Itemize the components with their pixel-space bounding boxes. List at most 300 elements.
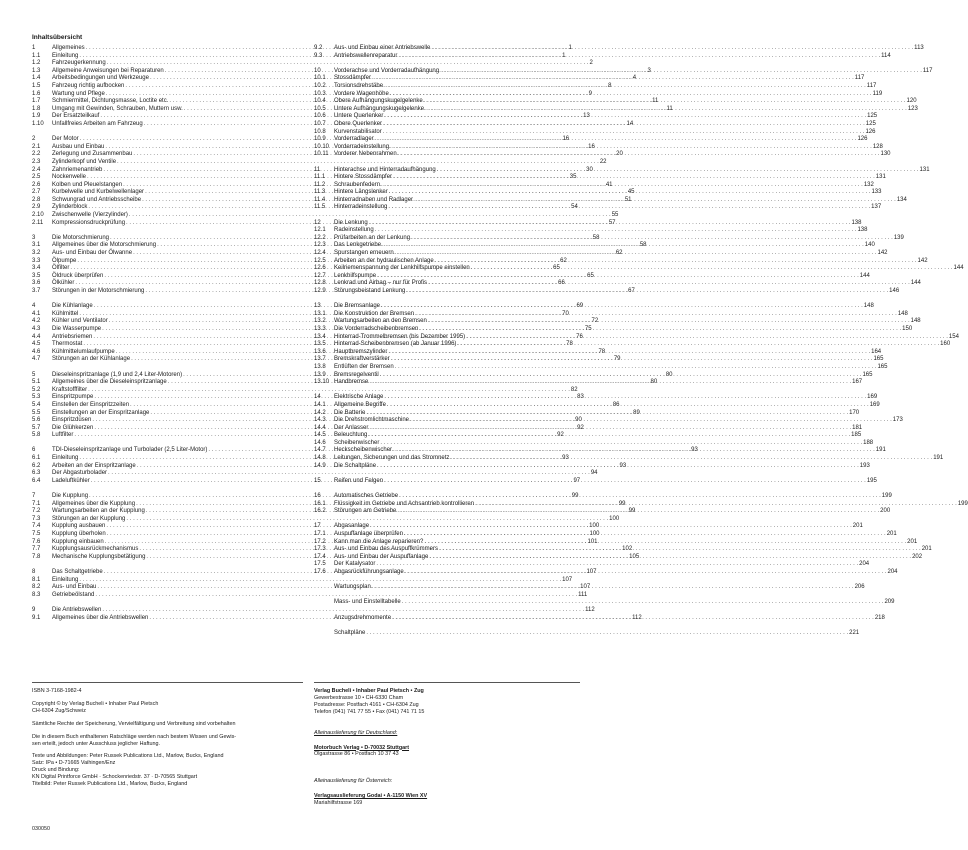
toc-entry-title: Die Motorschmierung — [52, 234, 110, 241]
toc-entry-title: Obere Aufhängungskugelgelenke — [334, 98, 423, 105]
toc-entry-title: Zylinderkopf und Ventile — [52, 158, 117, 165]
toc-entry-number: 1.7 — [32, 98, 41, 105]
toc-entry-page: 125 — [865, 120, 876, 127]
toc-entry-page: 80 — [650, 379, 658, 386]
toc-entry-number: 1 — [32, 45, 36, 51]
toc-entry-number: 2.10 — [32, 212, 44, 219]
toc-entry-title: Vorderachse und Vorderradaufhängung — [334, 67, 440, 74]
toc-entry-page: 204 — [887, 568, 898, 575]
toc-entry-number: 10.11 — [314, 151, 329, 158]
page-title: Inhaltsübersicht — [32, 34, 83, 41]
toc-entry-number: 2.4 — [32, 166, 41, 173]
toc-entry-number: 4.3 — [32, 325, 41, 332]
toc-entry-title: Aus- und Einbau der Ölwanne — [52, 250, 133, 257]
toc-entry-page: 105 — [629, 553, 640, 560]
toc-entry-number: 12.1 — [314, 227, 326, 234]
toc-entry-title: Zahnriemenantrieb — [52, 166, 103, 173]
toc-entry-number: 11.3 — [314, 189, 326, 196]
toc-entry-title: Einspritzdüsen — [52, 417, 92, 424]
divider-right — [314, 682, 580, 683]
toc-entry-title: Ladeluftkühler — [52, 477, 90, 484]
toc-entry — [314, 227, 868, 235]
toc-entry-page: 133 — [871, 189, 882, 196]
toc-entry-number: 11 — [314, 166, 321, 173]
toc-entry-number: 13.8 — [314, 363, 326, 370]
toc-leader-dots — [387, 402, 869, 410]
toc-entry-page: 8 — [608, 82, 612, 89]
toc-entry-page: 119 — [872, 90, 883, 97]
toc-entry-title: Wartungsplan — [334, 584, 371, 591]
toc-entry-page: 9 — [588, 90, 592, 97]
toc-entry-page: 200 — [880, 508, 891, 515]
toc-leader-dots — [393, 447, 875, 455]
toc-entry-number: 3.1 — [32, 242, 41, 249]
toc-entry-title: Ölfilter — [52, 265, 70, 272]
toc-entry-number: 12.2 — [314, 234, 326, 241]
toc-entry-page: 160 — [940, 341, 951, 348]
toc-entry-page: 137 — [871, 204, 882, 211]
toc-entry-title: Mass- und Einstelltabelle — [334, 599, 401, 606]
toc-entry-title: Allgemeine Begriffe — [334, 401, 386, 408]
toc-entry-page: 86 — [612, 401, 620, 408]
toc-entry-number: 13.2 — [314, 318, 326, 325]
toc-entry-number: 12.4 — [314, 250, 326, 257]
toc-entry-page: 16 — [588, 143, 595, 150]
toc-leader-dots — [392, 615, 874, 623]
disclaimer: Die in diesem Buch enthaltenen Ratschläge werden nach bestem Wissen und Gewis- sen erteilt, jedoch unter Ausschluss jeglicher Haftung. — [32, 733, 237, 747]
toc-entry-page: 13 — [583, 113, 590, 120]
toc-entry-number: 5 — [32, 371, 36, 378]
toc-entry — [32, 158, 607, 167]
toc-entry-page: 79 — [613, 356, 621, 363]
toc-entry-title: Radeinstellung — [334, 227, 374, 234]
toc-entry-number: 14.3 — [314, 417, 326, 424]
toc-entry-title: Der Ersatzteilkauf — [52, 113, 100, 120]
toc-leader-dots — [405, 569, 887, 577]
toc-entry-title: Der Anlasser — [334, 424, 369, 431]
toc-entry-number: 14.4 — [314, 424, 326, 431]
toc-entry-page: 65 — [587, 272, 594, 279]
toc-entry-title: Ausbau und Einbau — [52, 143, 105, 150]
toc-leader-dots — [381, 182, 863, 190]
toc-entry-number: 10.6 — [314, 113, 326, 120]
toc-entry-page: 99 — [618, 500, 626, 507]
toc-entry-page: 16 — [562, 136, 570, 143]
toc-entry-page: 92 — [577, 424, 584, 431]
toc-leader-dots — [375, 136, 857, 144]
toc-entry — [32, 576, 573, 585]
toc-leader-dots — [377, 273, 859, 281]
toc-entry-page: 218 — [874, 614, 885, 621]
toc-entry-page: 30 — [586, 166, 593, 173]
toc-entry-number: 14.6 — [314, 439, 326, 446]
toc-entry-title: Öldruck überprüfen — [52, 272, 104, 279]
toc-entry-page: 101 — [587, 538, 598, 545]
toc-entry-number: 12.6 — [314, 265, 326, 272]
toc-entry-title: Aus- und Einbau — [52, 584, 97, 591]
toc-entry-number: 2.6 — [32, 181, 41, 188]
imprint-left — [32, 688, 307, 788]
toc-entry-number: 17.2 — [314, 538, 326, 545]
toc-entry-title: Einleitung — [52, 455, 79, 462]
toc-entry-number: 6.2 — [32, 462, 41, 469]
toc-entry-page: 58 — [639, 242, 647, 249]
toc-leader-dots — [415, 311, 897, 319]
toc-entry-title: Untere Aufhängungskugelgelenke — [334, 105, 425, 112]
toc-entry-number — [314, 599, 334, 607]
toc-entry-page: 94 — [590, 470, 598, 477]
toc-entry-page: 3 — [647, 67, 651, 74]
toc-entry-page: 114 — [881, 52, 891, 59]
toc-entry-title: Mechanische Kupplungsbetätigung — [52, 553, 146, 560]
toc-entry-title: Fahrzeug richtig aufbocken — [52, 82, 125, 89]
toc-entry-title: Anzugsdrehmomente — [334, 614, 392, 621]
toc-entry — [314, 90, 883, 99]
toc-entry-title: Kühlmittelumlaufpumpe — [52, 348, 115, 355]
toc-entry-title: Kupplungsausrückmechanismus — [52, 546, 139, 553]
toc-entry — [32, 606, 595, 615]
toc-entry-number: 13.4 — [314, 333, 326, 340]
toc-entry-title: Nockenwelle — [52, 174, 87, 181]
toc-entry-title: Störungen an der Kühlanlage — [52, 356, 131, 363]
toc-entry-number: 1.3 — [32, 67, 41, 74]
toc-entry-title: Wartungsarbeiten an der Kupplung — [52, 508, 145, 515]
toc-leader-dots — [366, 410, 848, 418]
toc-entry-title: Vorderradeinstellung — [334, 143, 390, 150]
toc-entry-number: 12.3 — [314, 242, 326, 249]
toc-entry-number: 1.1 — [32, 52, 41, 59]
toc-entry-page: 204 — [859, 561, 870, 568]
toc-leader-dots — [372, 75, 854, 83]
toc-entry-number: 3.5 — [32, 272, 41, 279]
toc-entry-number: 8 — [32, 568, 36, 575]
toc-entry-title: Bremsregelventil — [334, 371, 379, 378]
toc-entry-title: Hinterrad-Scheibenbremsen (ab Januar 1996) — [334, 341, 457, 348]
toc-entry-number: 7.3 — [32, 515, 41, 522]
toc-entry-title: Aus- und Einbau des Auspuffkrümmers — [334, 546, 438, 553]
toc-entry-title: Einleitung — [52, 52, 79, 59]
toc-leader-dots — [381, 303, 863, 311]
toc-entry-title: Aus- und Einbau der Auspuffanlage — [334, 553, 429, 560]
toc-leader-dots — [435, 258, 917, 266]
toc-entry-number: 14.2 — [314, 409, 326, 416]
toc-leader-dots — [457, 341, 939, 349]
toc-entry — [32, 386, 578, 395]
toc-entry-number: 1.10 — [32, 120, 44, 127]
toc-entry-number: 3.4 — [32, 265, 41, 272]
toc-entry-page: 144 — [859, 272, 870, 279]
toc-entry-number: 3 — [32, 234, 36, 241]
toc-entry-title: Prüfarbeiten an der Lenkung — [334, 234, 411, 241]
toc-entry-title: Kraftstofffilter — [52, 386, 88, 393]
toc-entry-number: 13.5 — [314, 341, 326, 348]
toc-entry-title: Bremskraftverstärker — [334, 356, 390, 363]
toc-entry-number: 7.7 — [32, 546, 41, 553]
toc-entry-page: 100 — [589, 531, 600, 537]
toc-entry-number: 9 — [32, 606, 36, 613]
toc-entry-page: 99 — [571, 493, 579, 500]
toc-entry — [314, 341, 951, 349]
toc-leader-dots — [376, 561, 858, 569]
toc-entry — [314, 500, 968, 509]
toc-entry-page: 142 — [917, 257, 928, 264]
toc-entry-number: 14.5 — [314, 432, 326, 439]
toc-entry-number: 4.7 — [32, 356, 41, 363]
toc-entry-page: 170 — [849, 409, 860, 416]
toc-leader-dots — [437, 167, 919, 175]
toc-entry-number: 3.2 — [32, 250, 41, 257]
toc-entry-page: 75 — [584, 325, 592, 332]
toc-leader-dots — [369, 379, 851, 387]
toc-entry-page: 113 — [914, 45, 924, 51]
toc-leader-dots — [384, 478, 866, 486]
toc-entry-number — [314, 584, 334, 592]
toc-entry-number: 12.5 — [314, 257, 326, 264]
toc-entry-page: 1 — [568, 45, 572, 51]
toc-leader-dots — [389, 189, 871, 197]
toc-entry-title: Zerlegung und Zusammenbau — [52, 151, 133, 158]
toc-entry-page: 130 — [880, 151, 891, 158]
toc-entry-title: Stossdämpfer — [334, 75, 372, 82]
toc-entry-title: Fahrzeugerkennung — [52, 60, 106, 67]
toc-leader-dots — [475, 501, 957, 509]
toc-entry-number: 4.5 — [32, 341, 41, 348]
toc-leader-dots — [425, 106, 907, 114]
toc-entry-title: Die Kühlanlage — [52, 303, 93, 310]
toc-entry-title: Die Glühkerzen — [52, 424, 94, 431]
toc-leader-dots — [380, 440, 862, 448]
toc-entry-title: Störungen in der Motorschmierung — [52, 288, 145, 294]
toc-leader-dots — [398, 151, 880, 159]
toc-entry-page: 2 — [589, 60, 593, 67]
toc-entry-number: 14.7 — [314, 447, 326, 454]
toc-entry-title: Kupplung einbauen — [52, 538, 104, 545]
toc-entry — [314, 67, 933, 76]
toc-entry-title: Vorderradlager — [334, 136, 374, 143]
toc-entry-page: 107 — [586, 568, 597, 575]
toc-entry-number: 11.1 — [314, 174, 326, 181]
toc-entry-title: Umgang mit Gewinden, Schrauben, Muttern usw. — [52, 105, 183, 112]
toc-leader-dots — [410, 417, 892, 425]
toc-entry-number: 8.1 — [32, 576, 41, 583]
toc-entry-page: 202 — [912, 553, 923, 560]
toc-entry-title: Hintere Längslenker — [334, 189, 388, 196]
toc-entry-title: Die Schaltpläne — [334, 462, 377, 469]
toc-entry-page: 90 — [575, 417, 582, 424]
toc-entry-number: 13.9 — [314, 371, 326, 378]
toc-entry-page: 93 — [691, 447, 698, 454]
toc-leader-dots — [368, 432, 850, 440]
toc-entry-title: Lenkrad und Airbag – nur für Profis — [334, 280, 428, 287]
toc-entry-title: Aus- und Einbau einer Antriebswelle — [334, 45, 431, 51]
toc-entry-page: 20 — [616, 151, 623, 158]
toc-entry-number: 10.3 — [314, 90, 326, 97]
toc-entry — [314, 75, 865, 83]
toc-entry-title: Lenkhilfspumpe — [334, 272, 377, 279]
toc-entry — [314, 439, 874, 448]
toc-entry-title: Schaltpläne — [334, 629, 366, 636]
toc-entry-page: 72 — [591, 318, 599, 325]
toc-entry-page: 169 — [869, 401, 880, 408]
toc-leader-dots — [424, 539, 906, 547]
toc-leader-dots — [366, 630, 848, 638]
toc-entry-title: Unfallfreies Arbeiten am Fahrzeug — [52, 120, 143, 127]
toc-entry-page: 201 — [852, 523, 863, 530]
toc-entry-page: 146 — [889, 288, 900, 294]
toc-leader-dots — [439, 546, 921, 554]
toc-entry-number: 2.1 — [32, 143, 41, 150]
toc-leader-dots — [404, 531, 886, 539]
toc-entry-title: Allgemeine Anweisungen bei Reparaturen — [52, 67, 164, 74]
toc-entry-title: Kann man die Anlage reparieren? — [334, 538, 424, 545]
toc-entry-number: 14.1 — [314, 401, 326, 408]
toc-entry-number: 1.6 — [32, 90, 41, 97]
toc-entry-page: 55 — [611, 212, 619, 219]
toc-entry-page: 97 — [573, 477, 581, 484]
toc-entry-page: 206 — [854, 584, 865, 591]
toc-entry-number: 9.1 — [32, 614, 41, 621]
toc-entry-page: 100 — [589, 523, 600, 530]
toc-leader-dots — [390, 144, 872, 152]
toc-entry-number: 9.3 — [314, 52, 323, 59]
toc-leader-dots — [411, 235, 893, 243]
toc-entry-title: Hinterradeinstellung — [334, 204, 388, 211]
toc-entry-page: 139 — [893, 234, 904, 241]
toc-entry-page: 62 — [615, 250, 623, 257]
toc-leader-dots — [370, 523, 852, 531]
toc-entry-number: 10.10 — [314, 143, 330, 150]
toc-entry-page: 76 — [576, 333, 583, 340]
toc-entry-title: Keilriemenspannung der Lenkhilfspumpe einstellen — [334, 265, 470, 272]
toc-leader-dots — [393, 174, 875, 182]
toc-entry-number: 7.1 — [32, 500, 41, 507]
toc-entry-page: 199 — [881, 493, 892, 500]
toc-leader-dots — [383, 129, 865, 137]
toc-leader-dots — [431, 45, 913, 53]
toc-entry-page: 107 — [580, 584, 591, 591]
toc-entry-title: Allgemeines — [52, 45, 85, 51]
toc-entry-number: 7.6 — [32, 538, 41, 545]
toc-entry-page: 1 — [562, 52, 566, 59]
toc-leader-dots — [428, 280, 910, 288]
toc-entry-number: 4.4 — [32, 333, 41, 340]
toc-entry-page: 102 — [622, 546, 633, 553]
toc-leader-dots — [375, 227, 857, 235]
toc-entry-number: 10.1 — [314, 75, 326, 82]
toc-entry-title: Arbeiten an der Einspritzanlage — [52, 462, 136, 469]
toc-entry-page: 131 — [875, 174, 886, 181]
toc-entry-title: Die Konstruktion der Bremsen — [334, 310, 415, 317]
toc-entry-page: 193 — [859, 462, 870, 469]
toc-entry-page: 167 — [852, 379, 863, 386]
toc-entry-number: 17.4 — [314, 553, 326, 560]
toc-entry-page: 120 — [906, 98, 917, 105]
toc-entry-number: 4.2 — [32, 318, 41, 325]
toc-entry-page: 117 — [854, 75, 865, 82]
toc-entry-page: 138 — [851, 219, 862, 226]
toc-entry-number: 6.1 — [32, 455, 41, 462]
toc-entry-page: 62 — [560, 257, 567, 264]
toc-entry-title: Einleitung — [52, 576, 79, 583]
toc-entry — [314, 52, 891, 61]
toc-entry-number: 16.2 — [314, 508, 326, 515]
toc-entry-number: 1.9 — [32, 113, 41, 120]
toc-entry-page: 67 — [628, 288, 635, 294]
toc-entry — [32, 470, 598, 478]
toc-leader-dots — [419, 326, 901, 334]
toc-leader-dots — [388, 349, 870, 357]
toc-entry-number — [314, 630, 334, 638]
rights-notice: Sämtliche Rechte der Speicherung, Vervielfältigung und Verbreitung sind vorbehalten — [32, 720, 236, 727]
toc-entry-number: 5.7 — [32, 424, 41, 431]
toc-entry-number: 3.3 — [32, 257, 41, 264]
toc-entry-page: 126 — [857, 136, 868, 143]
toc-entry-number: 7.8 — [32, 553, 41, 560]
toc-leader-dots — [384, 394, 866, 402]
toc-entry-page: 11 — [666, 105, 673, 112]
toc-entry-page: 148 — [863, 303, 874, 310]
toc-entry-page: 201 — [886, 531, 897, 537]
toc-entry-title: Luftfilter — [52, 432, 74, 439]
toc-entry-title: Kurvenstabilisator — [334, 128, 382, 135]
toc-entry-number: 5.8 — [32, 432, 41, 439]
toc-leader-dots — [369, 425, 851, 433]
toc-entry-page: 107 — [562, 576, 573, 583]
toc-entry-number: 11.2 — [314, 181, 326, 188]
toc-entry-number: 12.9 — [314, 288, 326, 294]
toc-entry-number: 17 — [314, 523, 321, 530]
toc-entry-title: Kolben und Pleuelstangen — [52, 181, 123, 188]
toc-entry — [314, 136, 868, 144]
toc-entry-title: Kühler und Ventilator — [52, 318, 108, 325]
toc-entry-title: Getriebeölstand — [52, 591, 95, 598]
toc-entry-page: 209 — [884, 599, 895, 606]
toc-entry-number: 2.5 — [32, 174, 41, 181]
toc-entry-title: Hinterrad-Trommelbremsen (bis Dezember 1995) — [334, 333, 466, 340]
toc-entry-page: 201 — [921, 546, 932, 553]
toc-entry-title: Heckscheibenwischer — [334, 447, 393, 454]
toc-entry-title: Einstellen der Einspritzzeiten — [52, 401, 130, 408]
toc-entry-page: 191 — [933, 455, 944, 462]
toc-entry-page: 117 — [866, 82, 877, 89]
toc-entry-title: Allgemeines über die Kupplung — [52, 500, 136, 507]
toc-entry-number: 16.1 — [314, 500, 326, 507]
toc-entry-page: 126 — [865, 128, 876, 135]
toc-entry-number — [314, 615, 334, 623]
toc-leader-dots — [429, 554, 911, 562]
toc-entry-title: Die Bremsanlage — [334, 303, 381, 310]
publisher: Verlag Bucheli • Inhaber Paul Pietsch • Zug Gewerbestrasse 10 • CH-6330 Cham Postadresse: Postfach 4161 • CH-6304 Zug Telefon (041) 741 77 55 • Fax (041) 741 71 15 — [314, 688, 425, 715]
toc-entry-title: Hintere Stossdämpfer — [334, 174, 393, 181]
toc-entry-number: 10.5 — [314, 105, 326, 112]
toc-entry-number: 2.9 — [32, 204, 41, 211]
toc-entry-title: Auspuffanlage überprüfen — [334, 531, 403, 537]
toc-entry-title: Ölkühler — [52, 280, 75, 287]
toc-entry-page: 78 — [598, 348, 606, 355]
toc-entry-page: 22 — [599, 158, 607, 165]
toc-entry-page: 82 — [570, 386, 578, 393]
isbn: ISBN 3-7168-1982-4 — [32, 688, 82, 694]
toc-entry-number: 10.8 — [314, 128, 326, 135]
toc-entry-number: 9.2 — [314, 45, 323, 51]
distribution-germany: Alleinauslieferung für Deutschland: Motorbuch Verlag • D-70032 Stuttgart Olgastrasse 86 • Postfach 10 37 43 — [314, 729, 410, 758]
toc-entry-title: Entlüften der Bremsen — [334, 363, 394, 370]
toc-entry-title: Arbeiten an der hydraulischen Anlage — [334, 257, 434, 264]
toc-entry-title: Allgemeines über die Motorschmierung — [52, 242, 157, 249]
toc-leader-dots — [384, 113, 866, 121]
toc-leader-dots — [414, 197, 896, 205]
toc-entry — [314, 265, 964, 273]
